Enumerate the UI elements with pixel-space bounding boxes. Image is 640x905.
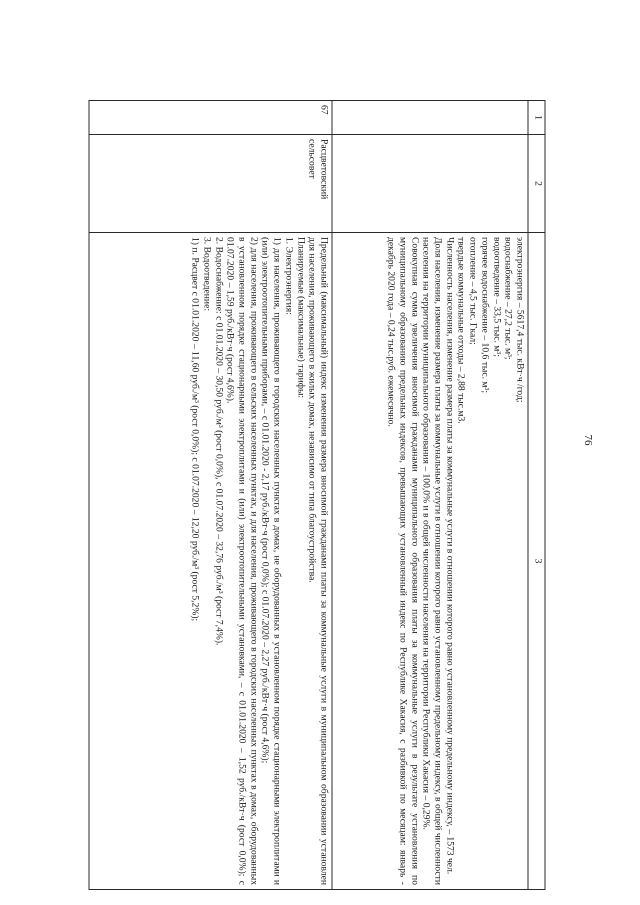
row-prev-num [332,101,528,135]
text-line: электроэнергия – 5617,4 тыс. кВт·ч /год; [514,237,526,403]
header-col-3: 3 [528,233,545,890]
text-paragraph: Совокупная сумма увеличения вносимой гражданами муниципального образования платы за коммунальные услуги в результате установления по муниципальному образованию предельных индексов, превышающих установленный индекс по Республике Хакасия, с разбивкой по месяцам: январь - декабрь 2020 года – 0,24 тыс.руб. ежемесячно. [385,237,421,885]
text-paragraph: Доля населения, изменение размера платы за коммунальные услуги в отношении которого равно установленному предельному индексу, в общей численности населения на территории муниципального образования – 100,0% и в общей численности населения на территории Республики Хакасия – 0,29%. [420,237,444,885]
page-number: 76 [582,434,594,446]
text-line: 3. Водоотведение: [201,237,213,311]
text-line: 2. Водоснабжение: с 01.01.2020 – 30,50 руб./м³ (рост 0,0%), с 01.07.2020 – 32,76 руб./м³ (рост 7,4%). [213,237,225,646]
text-line: Планируемые (максимальные) тарифы: [295,237,307,399]
row-prev-name [332,135,528,233]
text-line: отопление – 4,5 тыс. Гкал; [467,237,479,345]
row-67-num: 67 [89,101,332,135]
header-col-2: 2 [528,135,545,233]
header-col-1: 1 [528,101,545,135]
text-line: 1. Электроэнергия: [283,237,295,315]
tariff-table [89,100,546,890]
text-line: 1) п. Расцвет с 01.01.2020 – 11,60 руб./м³ (рост 0,0%); с 01.07.2020 – 12,20 руб./м³ (рост 5,2%); [189,237,201,622]
tariff-table-wrapper [89,100,546,890]
row-67-name: Расцветовский сельсовет [89,135,332,233]
table-header-row [528,101,545,890]
table-row-prev [332,101,528,890]
text-line: твердые коммунальные отходы – 2,88 тыс.м3. [455,237,467,424]
text-line: водоснабжение – 27,2 тыс. м³; [502,237,514,360]
text-line: водоотведение – 33,5 тыс. м³; [491,237,503,357]
row-67-content [89,233,332,890]
row-prev-content [332,233,528,890]
table-row-67 [89,101,332,890]
text-line: горячее водоснабжение – 10,6 тыс. м³; [479,237,491,394]
text-paragraph: Предельный (максимальный) индекс изменения размера вносимой гражданами платы за коммунальные услуги в муниципальном образовании установлен для населения, проживающего в жилых домах, независимо от типа благоустройства. [306,237,330,885]
text-paragraph: 1) для населения, проживающего в городских населенных пунктах в домах, не оборудованных в установленном порядке стационарными электроплитами и (или) электроотопительными приборами, – с 01.01.2020 - 2,17 руб./кВт·ч (рост 0,0%); с 01.07.2020 – 2,27 руб./кВт·ч (рост 4,6%); [259,237,283,885]
text-paragraph: Численность населения, изменение размера платы за коммунальные услуги в отношении которого равно установленному предельному индексу, – 1573 чел. [444,237,456,875]
text-paragraph: 2) для населения, проживающего в сельских населенных пунктах, и для населения, проживающего в городских населенных пунктах в домах, оборудованных в установленном порядке стационарными электроплитами и (или) электроотопительными установками, – с 01.01.2020 – 1,52 руб./кВт·ч (рост 0,0%); с 01.07.2020 – 1,59 руб./кВт·ч (рост 4,6%). [224,237,260,885]
